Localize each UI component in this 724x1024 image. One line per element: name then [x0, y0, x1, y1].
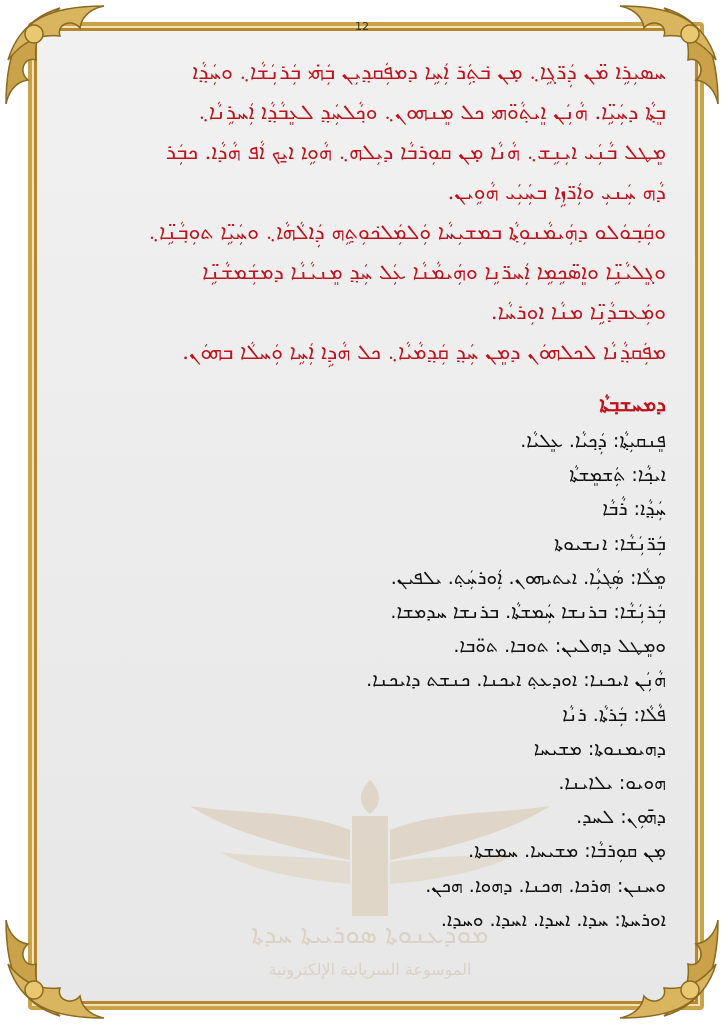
list-item: ܐܘܪܚܬܐ: ܚܕܐ. ܐܚܕܐ. ܐܚܕܐ. ܘܚܕܐ. — [440, 908, 666, 931]
intro-line: ܚܣܝܼܪܹܐ ܡ̈ܢ ܕܲܪ̈ܓܹܐ܆ ܡ̣ܢ ܒ݁ܬ݂ܲܪ ܐܲܚܹܐ ܕܡܦܲܩܕ݂ܝܼܢ ܒܲܗ̇ܝ ܒܲܪܢܲܫܵܐ܆ ܘܚܲܕ݂ܵܐ — [192, 60, 666, 84]
watermark-arabic-text: الموسوعة السريانية الإلكترونية — [268, 960, 472, 979]
intro-line: ܒܸܬ݂ܵܐ ܕܚܲܝܹ̈ܐ. ܗܵܢܲܢ ܐܸܝܬ݂ܵܘ̈ܗܝ ܟܠ ܡܸܢܗܘܢ܆ ܘܟ݂ܵܠܚܲܕ݂ ܠܥܸܒܵܕ݂ܵܐ ܐܲܚܪܹܢܵܐ܆ — [198, 100, 666, 124]
intro-line: ܘܓܸܠܝܵܢܹ̈ܐ ܘܐܸܣ̈ܟܹܡܹܐ ܐܲܚܪ̈ܢܹܐ ܘܗܲܝܡܵܢܵܐ ܥܲܠ ܚܲܕ݂ ܡܸܢܝܵܢܵܐ ܕܡܫܲܡܫܵܢܹ̈ܐ — [202, 260, 666, 284]
list-item: ܡܸܠܵܐ: ܣܲܓܝܼܵܐ. ܐܝܬܝܗܘܢ. ܐܲܘܪܚܲܬ݂. ܝܠܦܝܢ. — [390, 566, 666, 589]
list-item: ܒܲܪ̈ܢܲܫܵܐ: ܐܢܫܝܘܬܐ — [554, 532, 666, 555]
intro-line: ܡܸܛܠ ܒܵܢܲܝ ܐܝܼܢܹܫ܆ ܗܵܢܵܐ ܡ̣ܢ ܩܘܼܪܒܵܐ ܕܝܼܠܗ܆ ܗܵܘܹܐ ܐ̱ܝܟ ܐܵܦ ܗܵܕܵܐ. ܟܒܲܪ — [165, 140, 666, 164]
list-item: ܕܗܝܡܢܘܬܐ: ܡܫܝܚܐ — [533, 737, 666, 760]
list-item: ܦܵܠܵܐ: ܒܲܪܬܵܐ. ܪܢܵܐ — [562, 703, 666, 726]
watermark-syriac-text: ܡܘܕܥܢܘܬܐ ܣܘܪܝܝܬܐ ܚܕܬܐ — [251, 920, 489, 950]
list-item: ܚܲܕ݂ܵܐ: ܪܵܒܵܐ — [602, 498, 666, 521]
list-item: ܗܵܢܲܢ ܐܝܟܢܐ: ܐܘܕܥܬ݂ ܐܝܟܢܐ. ܟܢܫܬ ܕܐܝܟܢܐ. — [366, 669, 666, 692]
list-item: ܘܚܢܢ: ܗܪܟܐ. ܗܟܢܐ. ܕܗܘܐ. ܗܟܢ. — [425, 874, 666, 897]
intro-line: ܡܦܲܩܕ݂ܵܢܵܐ ܠܟܠܗܘܿܢ ܕܡܸܢ ܚܲܕ݂ ܩܲܕ݂ܡܵܝܵܐ܆ ܟܠ ܗܵܕܹܐ ܐܲܚܹܐ ܘܲܚܠܵܐ ܒܗܘܿܢ. — [182, 340, 666, 364]
list-item: ܒܲܪܢܲܫܵܐ: ܒܪܢܫܐ ܚܲܡܫܬܵܐ. ܒܪܢܫܐ ܚܕܡܫܐ. — [390, 601, 666, 624]
intro-line: ܘܡܲܥܒܕܵܢܹ̈ܐ ܡܢܵܐ ܐܘܼܪܚܵܐ. — [490, 300, 666, 324]
intro-line: ܕܵܗ ܚܲܢܝܼ ܘܐܲܪ̈ܙܹܐ ܒܚܲܝܲܝ ܗܵܘܹܝܢ. — [447, 180, 666, 204]
intro-line: ܘܩܲܒ݂ܘܿܠܘ ܕܗܲܝܡܵܢܘܼܬ݂ܵܐ ܒܡܫܝܼܚܵܐ ܘܲܠܡܲܠܟ݁ܘܼܬ݂ܹܗ ܕܲܐܠܵܗܵܐ܆ ܘܚܲܝܹ̈ܐ ܬܘܼܒ݂ܵܢܹ̈ܐ܆ — [148, 220, 666, 244]
list-item: ܕܗ̄ܘܼܢ: ܠܚܕ. — [576, 806, 666, 829]
list-item: ܘܡܸܛܠ ܕܗܠܝܢ: ܬܘܒܐ. ܬܘ̈ܒܐ. — [453, 635, 666, 658]
list-item: ܐܝܟ݂ܵܐ: ܬܲܫܡܸܫܬܵܐ — [569, 464, 666, 487]
list-item: ܦܸܢܩܝܼܬ݂ܵܐ: ܕܲܟ݂ܝܵܐ. ܥܸܠܝܵܐ. — [520, 430, 666, 452]
list-item: ܗܘܝܘ: ܝܠܐܝܢܐ. — [558, 772, 666, 795]
page-number: 12 — [355, 20, 369, 33]
page-content — [58, 52, 666, 937]
section-title: ܕܡܚܫܒ݂ܬܵܐ — [599, 392, 666, 416]
intro-red-text — [58, 52, 666, 372]
vocabulary-list — [58, 424, 666, 937]
list-item: ܡ̣ܢ ܩܘܼܪܒܵܐ: ܡܫܝܚܐ. ܚܡܫܬܐ. — [468, 840, 666, 863]
